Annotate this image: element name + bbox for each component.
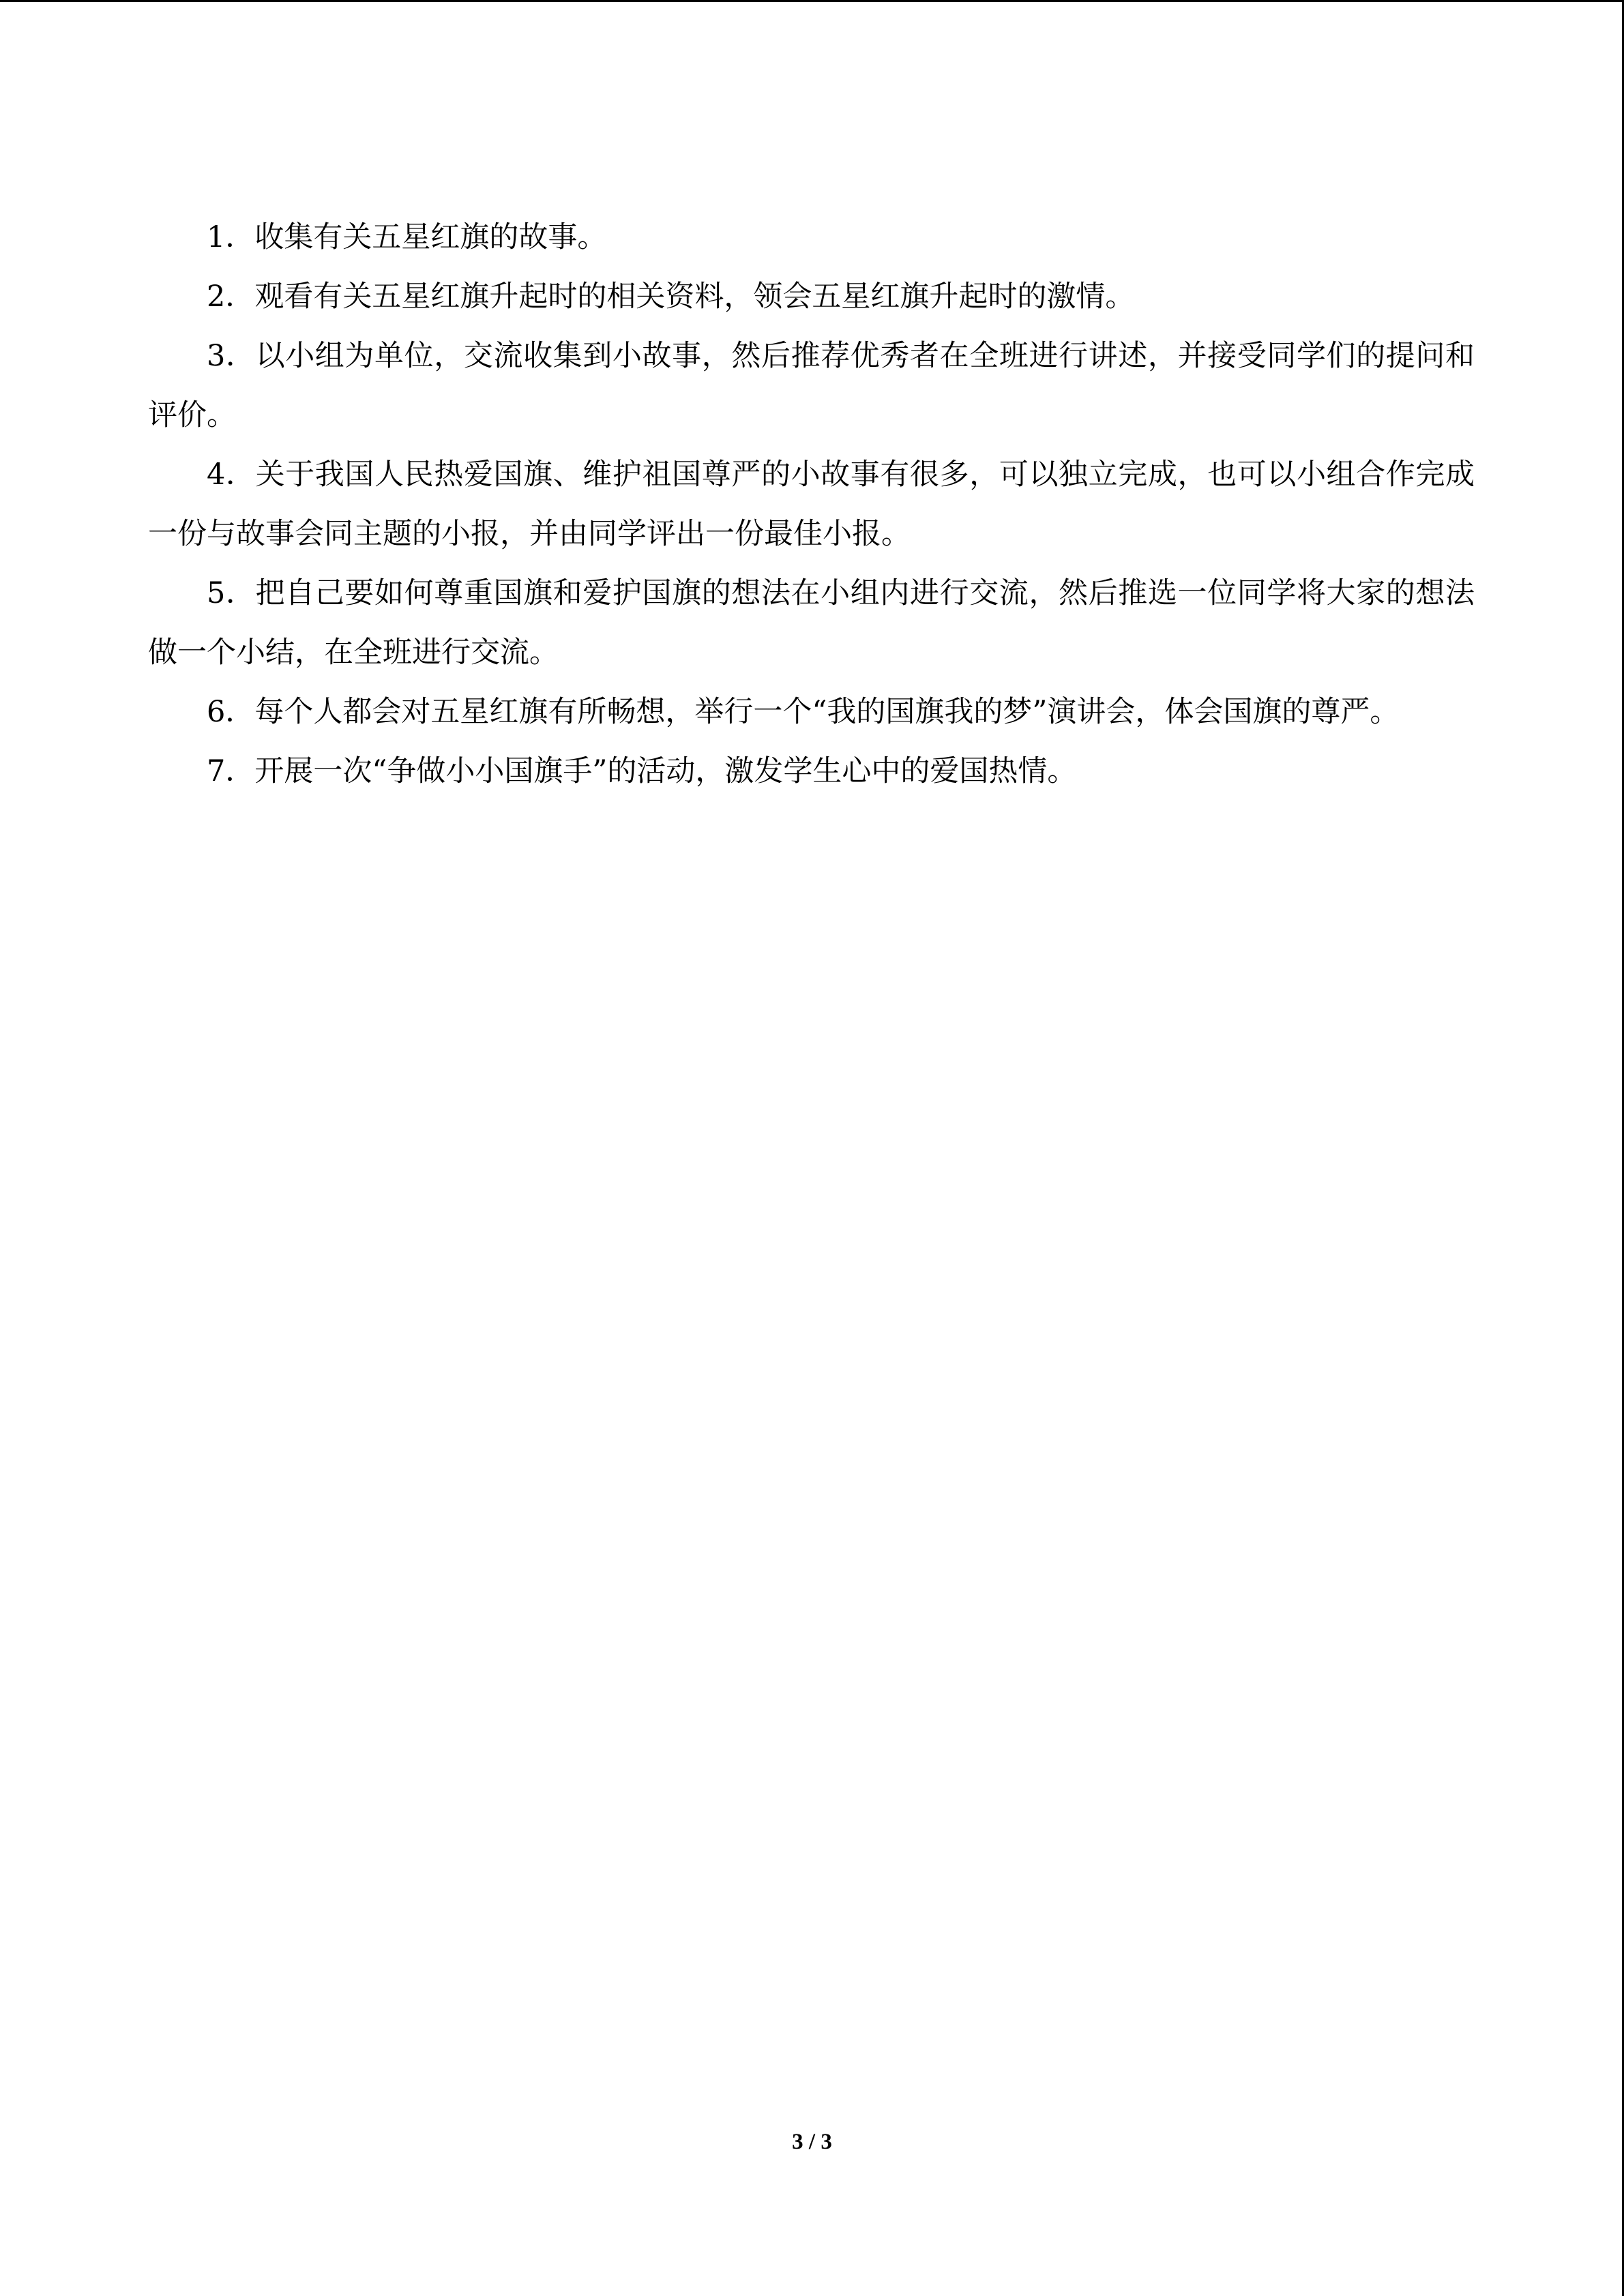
list-item-3: 3．以小组为单位，交流收集到小故事，然后推荐优秀者在全班进行讲述，并接受同学们的提问和评价。 — [148, 339, 1475, 432]
list-item-1: 1．收集有关五星红旗的故事。 — [207, 220, 607, 254]
list-item-2: 2．观看有关五星红旗升起时的相关资料，领会五星红旗升起时的激情。 — [207, 280, 1135, 314]
list-item-4: 4．关于我国人民热爱国旗、维护祖国尊严的小故事有很多，可以独立完成，也可以小组合作完成一份与故事会同主题的小报，并由同学评出一份最佳小报。 — [148, 458, 1475, 551]
list-item-7: 7．开展一次“争做小小国旗手”的活动，激发学生心中的爱国热情。 — [207, 754, 1077, 788]
top-border — [0, 0, 1624, 2]
document-body — [148, 208, 1475, 801]
page-number: 3 / 3 — [792, 2130, 832, 2154]
list-item-5: 5．把自己要如何尊重国旗和爱护国旗的想法在小组内进行交流，然后推选一位同学将大家的想法做一个小结，在全班进行交流。 — [148, 576, 1475, 670]
list-item-6: 6．每个人都会对五星红旗有所畅想，举行一个“我的国旗我的梦”演讲会，体会国旗的尊严。 — [207, 695, 1400, 729]
